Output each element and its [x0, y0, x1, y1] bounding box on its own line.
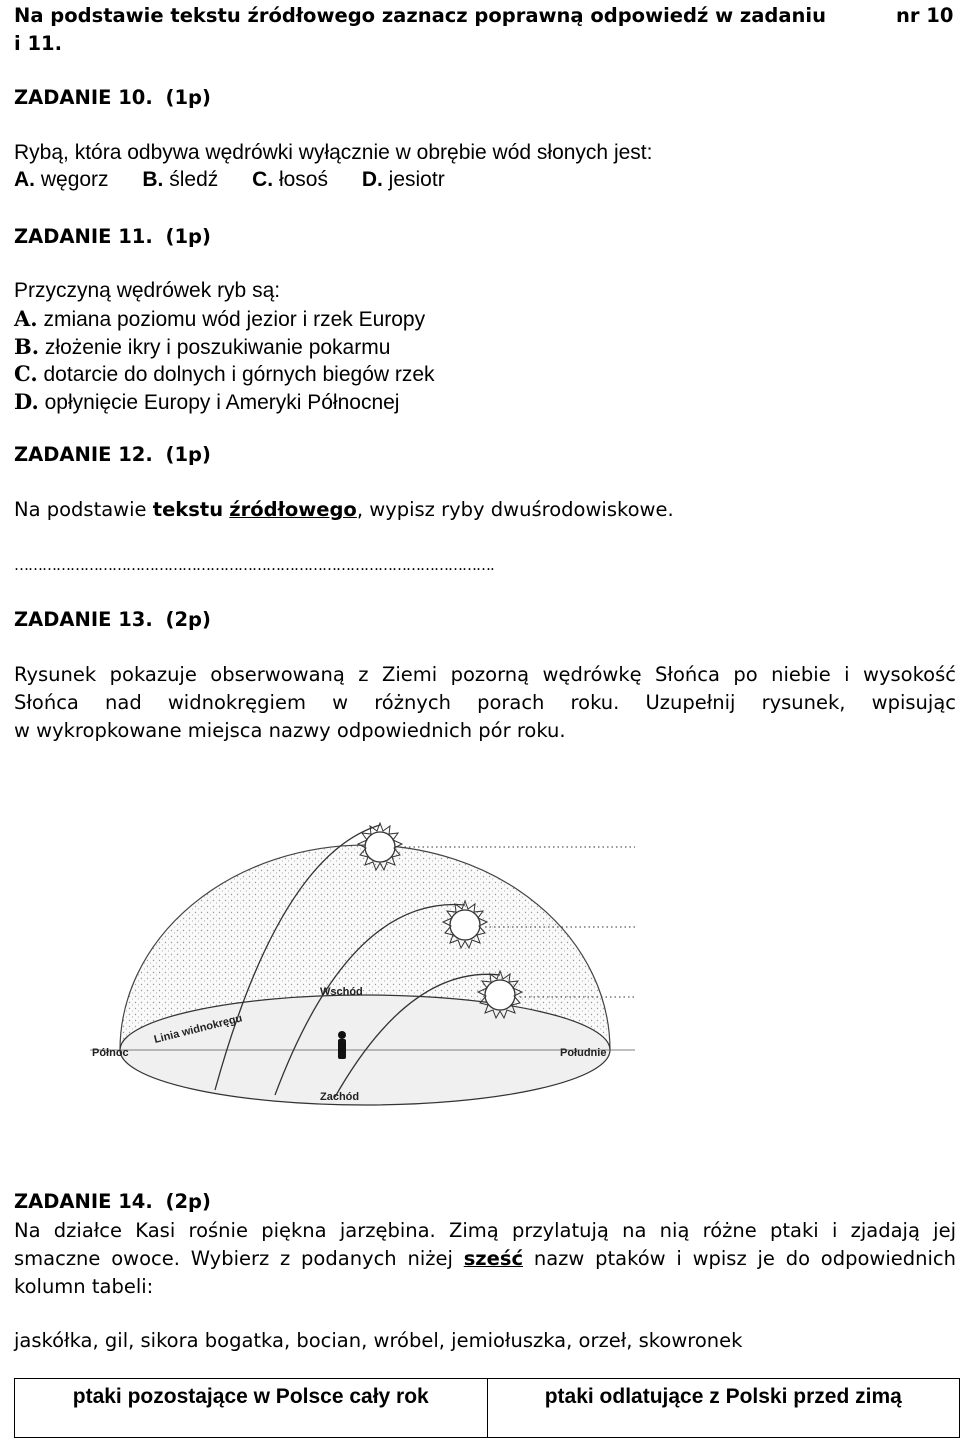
task10-points: (1p) — [165, 86, 211, 109]
task13-text-line-3: w wykropkowane miejsca nazwy odpowiednich pór roku. — [14, 719, 566, 742]
option-letter: A. — [14, 306, 38, 331]
label-horizon: Linia widnokręgu — [152, 1012, 244, 1046]
task14-text-line-2 — [14, 1247, 956, 1270]
instruction-line-1 — [14, 4, 826, 27]
task11-points: (1p) — [165, 225, 211, 248]
task10-title: ZADANIE 10. — [14, 86, 153, 109]
instruction-text: smaczne owoce. Wybierz z podanych niżej — [14, 1247, 453, 1270]
option-text: węgorz — [40, 168, 109, 191]
task12-answer-line[interactable]: …………………………………………………………………………………………. — [14, 556, 494, 574]
task10-question: Rybą, która odbywa wędrówki wyłącznie w obrębie wód słonych jest: — [14, 141, 653, 164]
task11-option-c[interactable] — [14, 361, 435, 387]
task14-text-line-3: kolumn tabeli: — [14, 1275, 154, 1298]
task13-text-line-1: Rysunek pokazuje obserwowaną z Ziemi pozorną wędrówkę Słońca po niebie i wysokość — [14, 663, 956, 686]
task11-option-d[interactable] — [14, 389, 399, 415]
emphasis-text: tekstu — [152, 498, 224, 521]
task14-text-line-1: Na działce Kasi rośnie piękna jarzębina. Zimą przylatują na nią różne ptaki i zjadają jej — [14, 1219, 956, 1242]
option-text: łosoś — [278, 168, 328, 191]
task11-option-b[interactable] — [14, 334, 390, 360]
instruction-task-number: nr 10 — [896, 4, 954, 27]
option-letter: A. — [14, 168, 35, 191]
task12-points: (1p) — [165, 443, 211, 466]
instruction-text: , wypisz ryby dwuśrodowiskowe. — [356, 498, 674, 521]
task13-heading — [14, 608, 211, 631]
task12-heading — [14, 443, 211, 466]
task11-heading — [14, 225, 211, 248]
task14-points: (2p) — [165, 1190, 211, 1213]
option-letter: D. — [361, 168, 383, 191]
instruction-text: Na podstawie tekstu źródłowego zaznacz poprawną odpowiedź w zadaniu — [14, 4, 826, 27]
option-text: złożenie ikry i poszukiwanie pokarmu — [44, 336, 391, 359]
option-text: jesiotr — [388, 168, 445, 191]
task10-option-d[interactable] — [362, 168, 445, 191]
option-letter: B. — [142, 168, 164, 191]
task10-option-a[interactable] — [14, 168, 109, 191]
label-east: Wschód — [320, 986, 363, 998]
sun-path-diagram — [80, 815, 640, 1115]
label-west: Zachód — [320, 1091, 360, 1103]
task14-title: ZADANIE 14. — [14, 1190, 153, 1213]
emphasis-underlined-text: źródłowego — [229, 498, 357, 521]
task12-instruction — [14, 498, 674, 521]
task11-title: ZADANIE 11. — [14, 225, 153, 248]
task14-heading — [14, 1190, 211, 1213]
option-text: dotarcie do dolnych i górnych biegów rzek — [43, 363, 435, 386]
task10-option-b[interactable] — [142, 168, 218, 191]
instruction-line-2: i 11. — [14, 32, 63, 55]
task11-option-a[interactable] — [14, 306, 425, 332]
option-letter: B. — [14, 334, 40, 359]
instruction-text: nazw ptaków i wpisz je do odpowiednich — [533, 1247, 957, 1270]
table-header-row — [15, 1379, 960, 1438]
task13-title: ZADANIE 13. — [14, 608, 153, 631]
option-letter: C. — [252, 168, 274, 191]
option-text: opłynięcie Europy i Ameryki Północnej — [44, 391, 400, 414]
task13-text-line-2: Słońca nad widnokręgiem w różnych porach roku. Uzupełnij rysunek, wpisując — [14, 691, 956, 714]
label-south: Południe — [560, 1047, 607, 1059]
task11-question: Przyczyną wędrówek ryb są: — [14, 279, 281, 302]
task10-option-c[interactable] — [252, 168, 328, 191]
task10-options — [14, 168, 445, 192]
instruction-text: Na podstawie — [14, 498, 147, 521]
task12-title: ZADANIE 12. — [14, 443, 153, 466]
birds-list: jaskółka, gil, sikora bogatka, bocian, wróbel, jemiołuszka, orzeł, skowronek — [14, 1329, 743, 1352]
emphasis-underlined-text: sześć — [463, 1247, 524, 1270]
label-north: Północ — [92, 1047, 129, 1059]
option-letter: D. — [14, 389, 39, 414]
birds-table — [14, 1378, 960, 1438]
task13-points: (2p) — [165, 608, 211, 631]
option-text: zmiana poziomu wód jezior i rzek Europy — [43, 308, 426, 331]
table-header-cell-migratory[interactable]: ptaki odlatujące z Polski przed zimą — [487, 1379, 960, 1438]
option-letter: C. — [14, 361, 38, 386]
option-text: śledź — [169, 168, 219, 191]
table-header-cell-resident[interactable]: ptaki pozostające w Polsce cały rok — [15, 1379, 488, 1438]
observer-figure — [338, 1031, 346, 1059]
task10-heading — [14, 86, 211, 109]
